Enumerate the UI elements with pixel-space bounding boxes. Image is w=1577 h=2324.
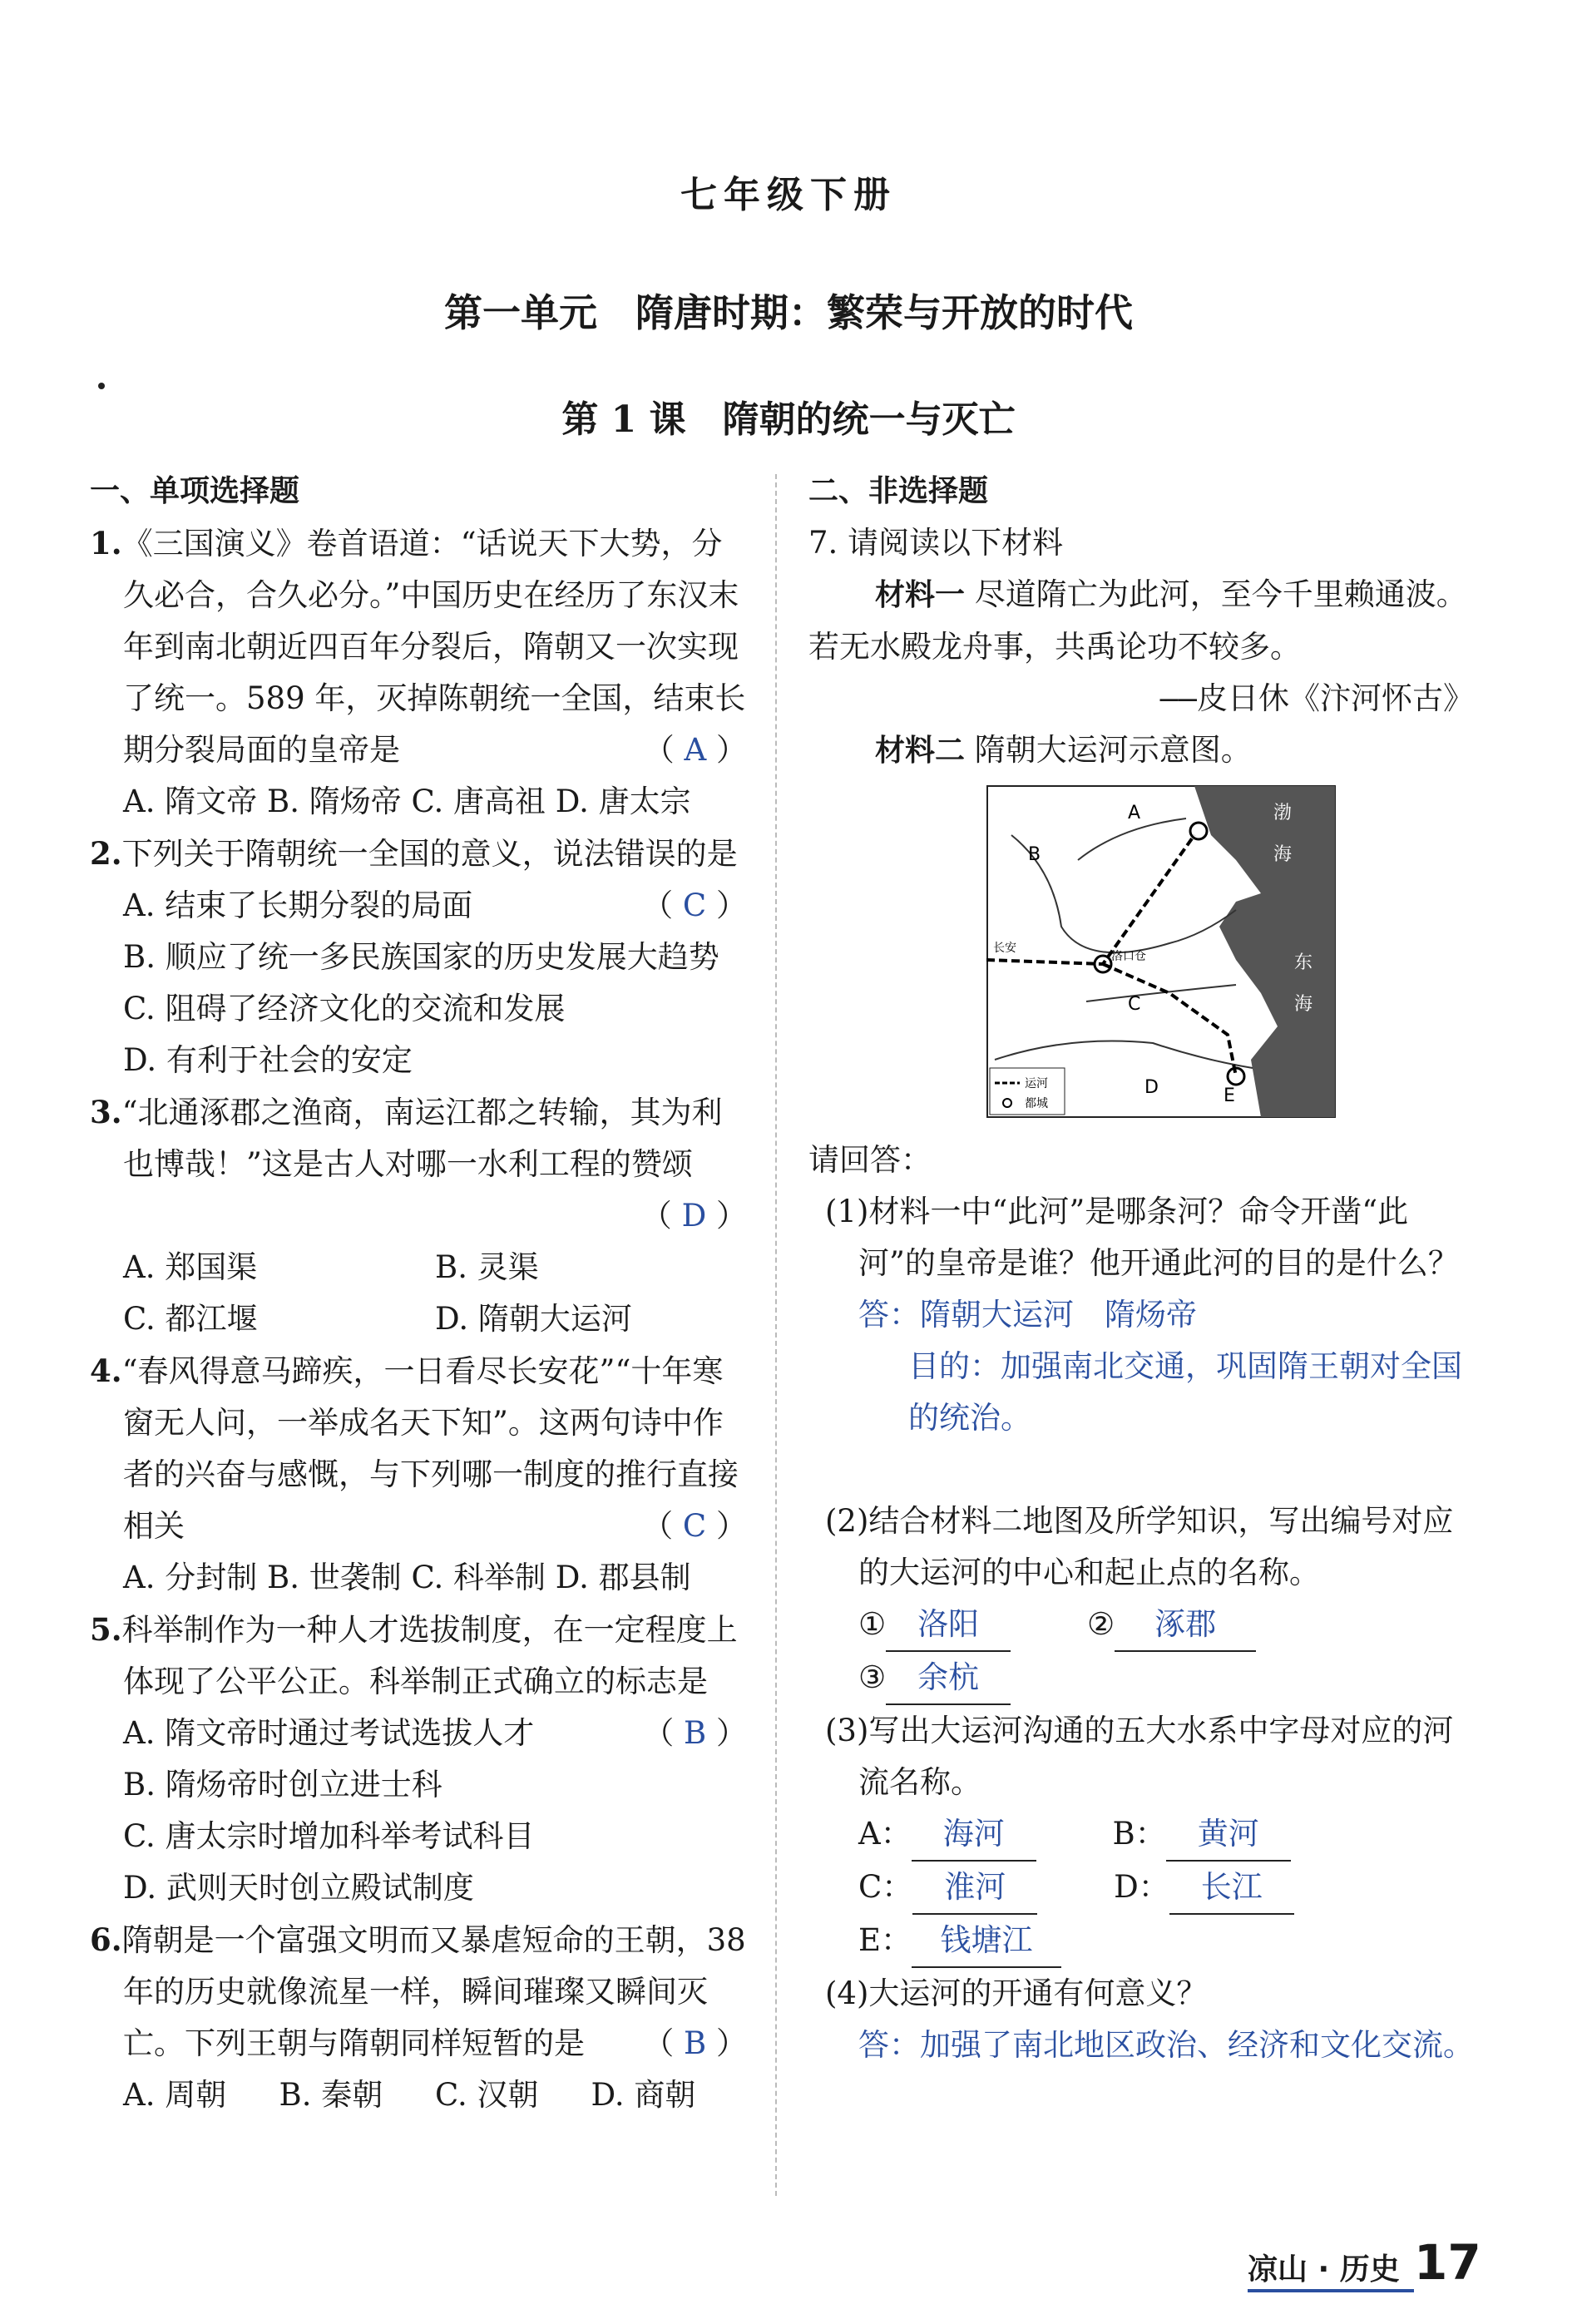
sub-answer-1b: 目的：加强南北交通，巩固隋王朝对全国的统治。	[908, 1348, 1462, 1436]
map-sea-dong: 东	[1294, 952, 1313, 973]
answer-letter: B	[684, 2025, 707, 2061]
q6-options	[90, 2069, 747, 2121]
answer-paren: （ C ）	[642, 1508, 747, 1544]
option-c: C. 阻碍了经济文化的交流和发展	[123, 991, 566, 1026]
map-sea-bo: 渤	[1273, 803, 1293, 823]
map-place-luokoucang: 洛口仓	[1111, 950, 1146, 963]
material-2-label: 材料二	[875, 734, 966, 768]
answer-paren: （ A ）	[643, 732, 747, 768]
map-label-e: E	[1224, 1085, 1235, 1106]
river-row-2	[808, 1862, 1474, 1915]
footer-label: 凉山 · 历史	[1248, 2252, 1400, 2287]
section-heading-choice: 一、单项选择题	[90, 474, 300, 508]
sub-question-3: (3)写出大运河沟通的五大水系中字母对应的河流名称。	[825, 1713, 1454, 1800]
river-blank-b: 黄河	[1166, 1808, 1291, 1862]
material-2	[808, 724, 1474, 777]
question-7: 7. 请阅读以下材料	[808, 525, 1064, 561]
river-blank-c: 淮河	[912, 1862, 1037, 1915]
q-text: “北通涿郡之渔商，南运江都之转输，其为利也博哉！”这是古人对哪一水利工程的赞颂	[121, 1095, 723, 1182]
section-heading-nonchoice: 二、非选择题	[808, 474, 989, 508]
blank-3: 余杭	[886, 1652, 1011, 1705]
answer-letter: C	[682, 1508, 707, 1544]
canal-map-svg	[986, 785, 1336, 1118]
blank-1: 洛阳	[886, 1599, 1011, 1652]
material-1-label: 材料一	[875, 578, 966, 612]
option-b: B. 秦朝	[279, 2077, 383, 2113]
option-d: D. 商朝	[591, 2077, 696, 2113]
q-text: 下列关于隋朝统一全国的意义，说法错误的是	[121, 836, 738, 872]
question-3	[90, 1086, 747, 1242]
question-1	[90, 517, 747, 776]
answer-paren: （ D ）	[640, 1198, 747, 1234]
q3-options-row1	[90, 1242, 747, 1293]
option-a: A. 郑国渠	[123, 1249, 258, 1285]
material-1-text: 尽道隋亡为此河，至今千里赖通波。若无水殿龙舟事，共禹论功不较多。	[808, 576, 1467, 665]
canal-map	[808, 777, 1474, 1135]
sub-answer-2-row	[808, 1599, 1474, 1652]
option-d: D. 有利于社会的安定	[123, 1042, 413, 1078]
blank-label-1: ①	[858, 1606, 887, 1642]
river-label-c: C：	[858, 1869, 913, 1905]
map-label-c: C	[1128, 994, 1141, 1015]
q-number: 4.	[90, 1352, 122, 1389]
unit-title: 第一单元 隋唐时期：繁荣与开放的时代	[444, 290, 1133, 335]
question-6	[90, 1914, 747, 2069]
option-b: B. 灵渠	[435, 1249, 539, 1285]
river-label-d: D：	[1114, 1869, 1169, 1905]
option-d: D. 隋朝大运河	[435, 1301, 632, 1337]
river-label-e: E：	[858, 1922, 912, 1958]
option-a: A. 结束了长期分裂的局面	[123, 888, 473, 923]
sub-answer-2-row2	[808, 1652, 1474, 1705]
q-number: 1.	[90, 525, 122, 561]
option-a: A. 隋文帝时通过考试选拔人才	[123, 1715, 535, 1751]
answer-letter: D	[681, 1198, 707, 1234]
option-c: C. 唐太宗时增加科举考试科目	[123, 1818, 535, 1854]
map-label-d: D	[1144, 1077, 1159, 1098]
answer-paren: （ B ）	[643, 2025, 747, 2061]
q-text: 隋朝是一个富强文明而又暴虐短命的王朝，38 年的历史就像流星一样，瞬间璀璨又瞬间灭亡。下列王朝与隋朝同样短暂的是	[121, 1922, 746, 2061]
sub-question-4: (4)大运河的开通有何意义？	[825, 1975, 1208, 2011]
grade-title: 七年级下册	[680, 174, 897, 216]
map-sea-hai: 海	[1273, 844, 1293, 865]
material-1	[808, 569, 1474, 673]
q4-options: A. 分封制 B. 世袭制 C. 科举制 D. 郡县制	[123, 1560, 691, 1595]
blank-2: 涿郡	[1115, 1599, 1256, 1652]
question-4	[90, 1345, 747, 1552]
lesson-title: 第 1 课 隋朝的统一与灭亡	[561, 398, 1016, 441]
sub-question-1: (1)材料一中“此河”是哪条河？命令开凿“此河”的皇帝是谁？他开通此河的目的是什么？	[825, 1194, 1459, 1281]
material-1-source: ——皮日休《汴河怀古》	[1159, 680, 1474, 716]
q-text: “春风得意马蹄疾，一日看尽长安花”“十年寒窗无人问，一举成名天下知”。这两句诗中作者的兴奋与感慨，与下列哪一制度的推行直接相关	[121, 1353, 739, 1544]
column-divider	[775, 474, 777, 2196]
answer-paren: （ C ）	[642, 888, 747, 923]
legend-capital: 都城	[1025, 1097, 1048, 1110]
river-blank-e: 钱塘江	[912, 1915, 1061, 1968]
river-row-3	[808, 1915, 1474, 1968]
blank-label-2: ②	[1086, 1606, 1115, 1642]
answer-letter: C	[682, 888, 707, 923]
river-row-1	[808, 1808, 1474, 1862]
q-number: 5.	[90, 1611, 122, 1648]
answer-prompt: 请回答：	[808, 1142, 932, 1178]
option-b: B. 隋炀帝时创立进士科	[123, 1767, 442, 1802]
map-label-b: B	[1028, 844, 1041, 865]
right-column	[808, 466, 1474, 2071]
option-a: A. 周朝	[123, 2077, 227, 2113]
blank-label-3: ③	[858, 1659, 887, 1695]
q3-options-row2	[90, 1293, 747, 1345]
river-blank-d: 长江	[1169, 1862, 1294, 1915]
river-label-b: B：	[1112, 1816, 1166, 1852]
q-text: 科举制作为一种人才选拔制度，在一定程度上体现了公平公正。科举制正式确立的标志是	[121, 1612, 738, 1699]
answer-letter: B	[684, 1715, 707, 1751]
river-label-a: A：	[858, 1816, 912, 1852]
q-number: 3.	[90, 1094, 122, 1130]
sub-question-2: (2)结合材料二地图及所学知识，写出编号对应的大运河的中心和起止点的名称。	[825, 1503, 1454, 1590]
option-b: B. 顺应了统一多民族国家的历史发展大趋势	[123, 939, 719, 975]
option-c: C. 汉朝	[435, 2077, 539, 2113]
sub-answer-4: 答：加强了南北地区政治、经济和文化交流。	[858, 2027, 1474, 2063]
answer-letter: A	[684, 732, 707, 768]
option-d: D. 武则天时创立殿试制度	[123, 1870, 474, 1906]
q1-options: A. 隋文帝 B. 隋炀帝 C. 唐高祖 D. 唐太宗	[123, 784, 691, 819]
left-column	[90, 466, 747, 2121]
sub-answer-1a: 答：隋朝大运河 隋炀帝	[858, 1297, 1197, 1333]
map-label-a: A	[1128, 803, 1141, 823]
river-blank-a: 海河	[912, 1808, 1036, 1862]
q-number: 2.	[90, 835, 122, 872]
map-place-changan: 长安	[993, 942, 1016, 955]
option-c: C. 都江堰	[123, 1301, 258, 1337]
legend-canal: 运河	[1025, 1077, 1048, 1090]
answer-paren: （ B ）	[643, 1715, 747, 1751]
footer-rule	[1248, 2289, 1414, 2292]
q-text: 《三国演义》卷首语道：“话说天下大势，分久必合，合久必分。”中国历史在经历了东汉末年到南北朝近四百年分裂后，隋朝又一次实现了统一。589 年，灭掉陈朝统一全国，结束长期分裂局面的皇帝是	[121, 526, 746, 768]
page-number: 17	[1414, 2234, 1481, 2291]
decor-dot	[98, 383, 105, 389]
map-sea-hai2: 海	[1294, 994, 1313, 1015]
material-2-text: 隋朝大运河示意图。	[974, 732, 1252, 768]
q-number: 6.	[90, 1921, 122, 1958]
